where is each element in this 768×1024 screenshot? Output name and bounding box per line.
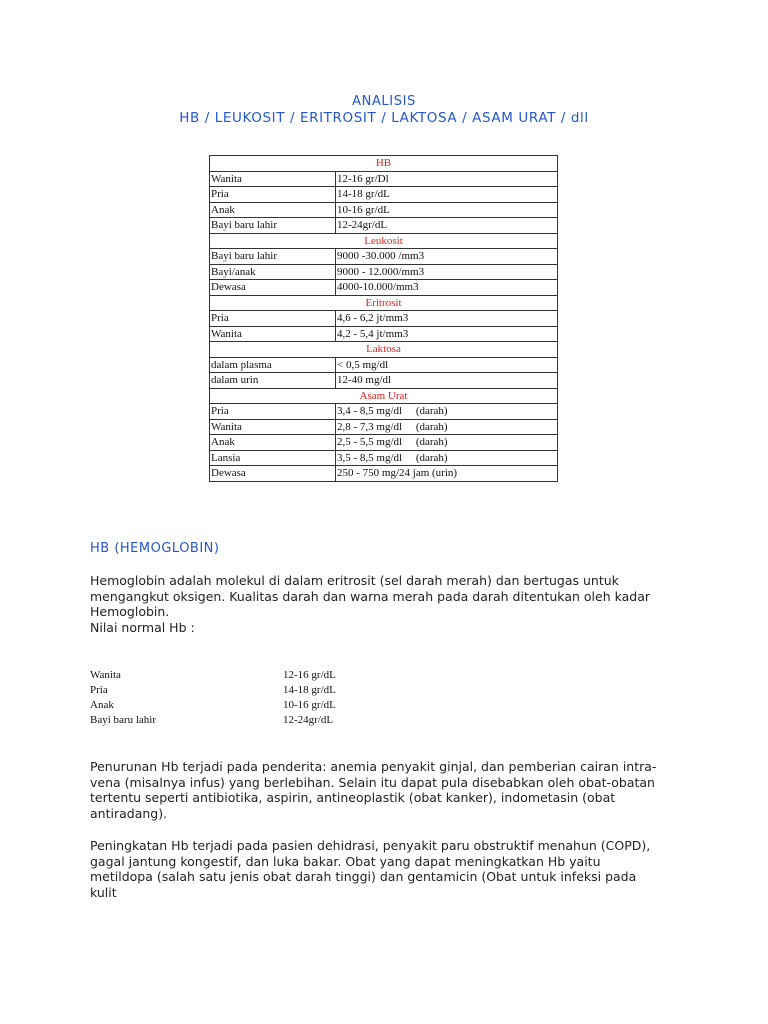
table-cell-value: < 0,5 mg/dl xyxy=(336,357,558,373)
table-cell-label: Bayi baru lahir xyxy=(210,249,336,265)
table-cell-label: Wanita xyxy=(210,419,336,435)
paragraph-line: gagal jantung kongestif, dan luka bakar. Obat yang dapat meningkatkan Hb yaitu xyxy=(90,853,601,869)
table-cell-value: 9000 -30.000 /mm3 xyxy=(336,249,558,265)
table-cell-label: Lansia xyxy=(210,450,336,466)
paragraph-line: antiradang). xyxy=(90,805,168,821)
paragraph-line: mengangkut oksigen. Kualitas darah dan warna merah pada darah ditentukan oleh kadar xyxy=(90,588,650,604)
table-cell-label: Wanita xyxy=(210,171,336,187)
hb-normal-values xyxy=(90,668,390,728)
list-item xyxy=(90,713,390,728)
table-cell-label: Pria xyxy=(210,404,336,420)
normal-label: Anak xyxy=(90,699,114,711)
table-section-header: Laktosa xyxy=(210,342,558,358)
table-row xyxy=(210,435,558,451)
table-row xyxy=(210,357,558,373)
table-cell-value: 4,6 - 6,2 jt/mm3 xyxy=(336,311,558,327)
table-cell-value: 9000 - 12.000/mm3 xyxy=(336,264,558,280)
paragraph-line: tertentu seperti antibiotika, aspirin, antineoplastik (obat kanker), indometasin (obat xyxy=(90,790,616,805)
paragraph-line: Hemoglobin. xyxy=(90,604,170,619)
table-row xyxy=(210,311,558,327)
table-row xyxy=(210,171,558,187)
table-row xyxy=(210,280,558,296)
table-cell-value: 4000-10.000/mm3 xyxy=(336,280,558,296)
table-section-header: Eritrosit xyxy=(210,295,558,311)
hb-increase-paragraph xyxy=(90,838,690,900)
table-cell-value: 10-16 gr/dL xyxy=(336,202,558,218)
paragraph-line: metildopa (salah satu jenis obat darah tinggi) dan gentamicin (Obat untuk infeksi pada xyxy=(90,869,637,884)
table-row xyxy=(210,202,558,218)
table-cell-value: 250 - 750 mg/24 jam (urin) xyxy=(336,466,558,482)
page-subtitle: HB / LEUKOSIT / ERITROSIT / LAKTOSA / ASAM URAT / dll xyxy=(179,110,589,126)
table-row xyxy=(210,404,558,420)
table-cell-label: Dewasa xyxy=(210,466,336,482)
normal-value: 10-16 gr/dL xyxy=(283,699,336,711)
table-cell-label: Wanita xyxy=(210,326,336,342)
reference-table xyxy=(209,155,558,482)
table-row xyxy=(210,419,558,435)
table-cell-value: 4,2 - 5,4 jt/mm3 xyxy=(336,326,558,342)
table-cell-value: 2,8 - 7,3 mg/dl (darah) xyxy=(336,419,558,435)
table-section-row xyxy=(210,295,558,311)
normal-label: Wanita xyxy=(90,669,121,681)
table-section-header: Leukosit xyxy=(210,233,558,249)
paragraph-line: Penurunan Hb terjadi pada penderita: anemia penyakit ginjal, dan pemberian cairan intra- xyxy=(90,759,657,774)
table-cell-value: 3,5 - 8,5 mg/dl (darah) xyxy=(336,450,558,466)
table-row xyxy=(210,218,558,234)
list-item xyxy=(90,668,390,683)
normal-label: Pria xyxy=(90,684,108,696)
paragraph-line: vena (misalnya infus) yang berlebihan. Selain itu dapat pula disebabkan oleh obat-obatan xyxy=(90,774,655,790)
paragraph-line: kulit xyxy=(90,884,117,900)
table-cell-label: Dewasa xyxy=(210,280,336,296)
table-section-header: Asam Urat xyxy=(210,388,558,404)
table-row xyxy=(210,450,558,466)
table-cell-label: dalam urin xyxy=(210,373,336,389)
normal-value: 14-18 gr/dL xyxy=(283,684,336,696)
list-item xyxy=(90,683,390,698)
table-row xyxy=(210,466,558,482)
table-cell-label: dalam plasma xyxy=(210,357,336,373)
table-section-row xyxy=(210,342,558,358)
normal-value: 12-16 gr/dL xyxy=(283,669,336,681)
hb-intro-paragraph xyxy=(90,573,690,635)
table-cell-value: 3,4 - 8,5 mg/dl (darah) xyxy=(336,404,558,420)
table-cell-label: Bayi baru lahir xyxy=(210,218,336,234)
table-cell-label: Pria xyxy=(210,187,336,203)
table-row xyxy=(210,373,558,389)
table-row xyxy=(210,264,558,280)
table-cell-value: 12-16 gr/Dl xyxy=(336,171,558,187)
list-item xyxy=(90,698,390,713)
table-cell-value: 12-24gr/dL xyxy=(336,218,558,234)
page-title: ANALISIS xyxy=(352,94,416,109)
hb-heading: HB (HEMOGLOBIN) xyxy=(90,541,220,556)
table-row xyxy=(210,326,558,342)
paragraph-line: Nilai normal Hb : xyxy=(90,619,195,635)
hb-decrease-paragraph xyxy=(90,759,690,821)
table-section-row xyxy=(210,156,558,172)
table-section-row xyxy=(210,388,558,404)
normal-value: 12-24gr/dL xyxy=(283,714,334,726)
paragraph-line: Hemoglobin adalah molekul di dalam eritrosit (sel darah merah) dan bertugas untuk xyxy=(90,573,619,588)
table-cell-label: Anak xyxy=(210,202,336,218)
paragraph-line: Peningkatan Hb terjadi pada pasien dehidrasi, penyakit paru obstruktif menahun (COPD), xyxy=(90,838,651,853)
table-cell-value: 14-18 gr/dL xyxy=(336,187,558,203)
table-cell-label: Bayi/anak xyxy=(210,264,336,280)
table-cell-value: 2,5 - 5,5 mg/dl (darah) xyxy=(336,435,558,451)
normal-label: Bayi baru lahir xyxy=(90,714,156,726)
table-row xyxy=(210,249,558,265)
table-section-header: HB xyxy=(210,156,558,172)
table-cell-label: Anak xyxy=(210,435,336,451)
table-row xyxy=(210,187,558,203)
table-section-row xyxy=(210,233,558,249)
table-cell-value: 12-40 mg/dl xyxy=(336,373,558,389)
table-cell-label: Pria xyxy=(210,311,336,327)
